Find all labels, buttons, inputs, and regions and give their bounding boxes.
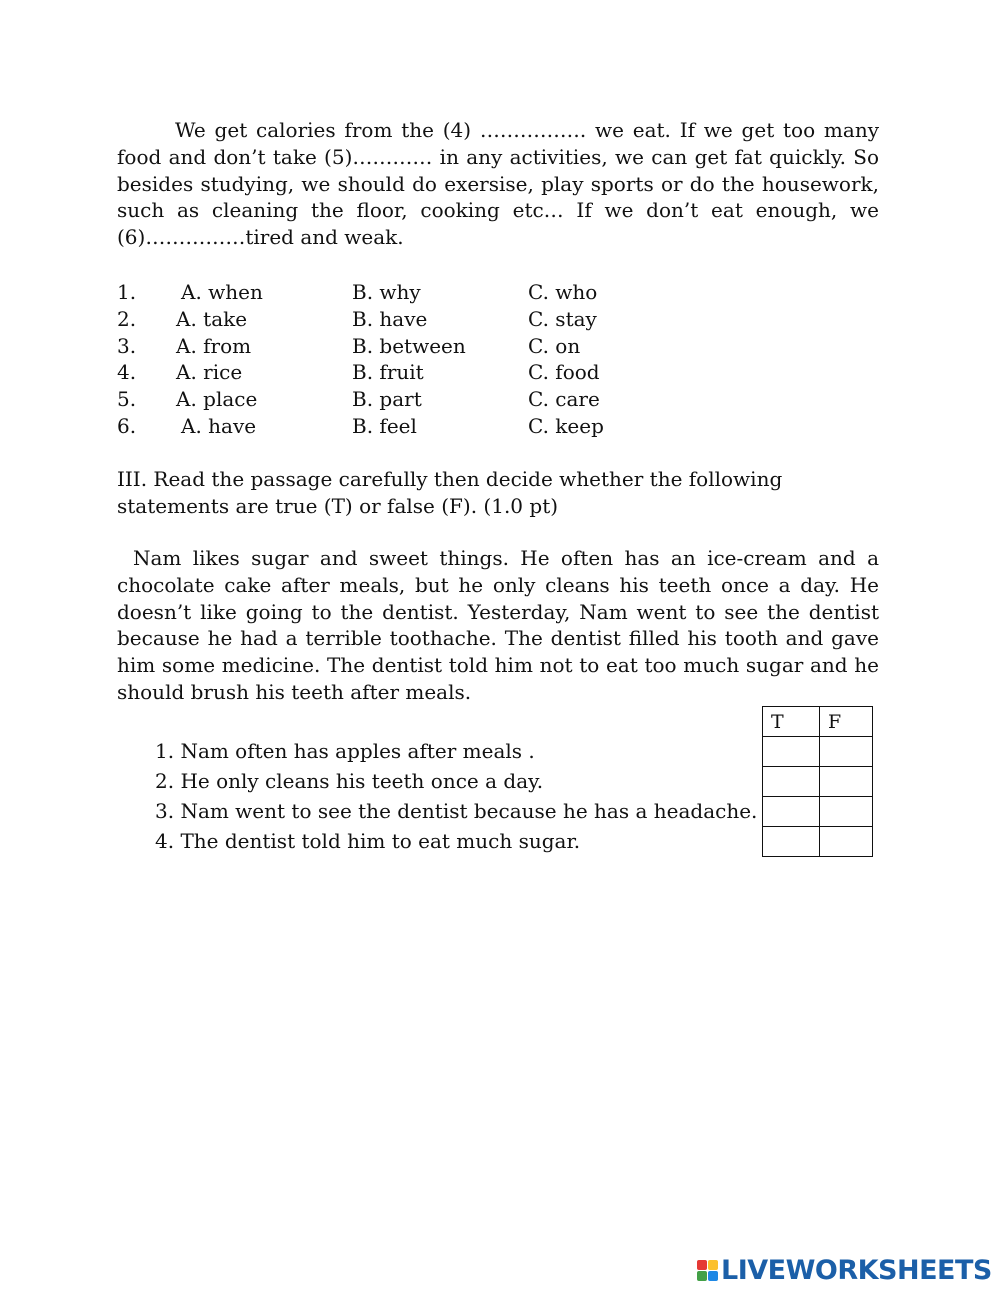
option-c: C. keep	[528, 413, 604, 438]
answer-cell-true[interactable]	[763, 797, 820, 827]
option-a: A. from	[176, 333, 252, 358]
logo-block	[708, 1260, 718, 1270]
true-false-statements	[155, 736, 757, 856]
logo-text: LIVEWORKSHEETS	[721, 1255, 992, 1286]
section-3-instructions: III. Read the passage carefully then decide whether the following statements are true (T) or false (F). (1.0 pt)	[117, 467, 783, 518]
option-b: B. feel	[352, 413, 417, 438]
answer-cell-true[interactable]	[763, 767, 820, 797]
answer-cell-false[interactable]	[820, 827, 873, 857]
option-c: C. stay	[528, 306, 597, 331]
answer-cell-true[interactable]	[763, 827, 820, 857]
liveworksheets-logo[interactable]	[697, 1255, 992, 1286]
option-c: C. food	[528, 360, 600, 385]
statement-item: 2. He only cleans his teeth once a day.	[155, 769, 544, 793]
answer-cell-false[interactable]	[820, 737, 873, 767]
option-b: B. why	[352, 280, 421, 304]
statement-item: 1. Nam often has apples after meals .	[155, 739, 535, 763]
true-false-answer-table	[762, 706, 873, 857]
answer-row	[763, 797, 873, 827]
question-number: 3.	[117, 333, 137, 358]
option-b: B. have	[352, 306, 428, 331]
passage-nam-text: Nam likes sugar and sweet things. He often has an ice-cream and a chocolate cake after meals, but he only cleans his teeth once a day. He doesn’t like going to the dentist. Yesterday, Nam went to see the dentist because he had a terrible toothache. The dentist filled his tooth and gave him some medicine. The dentist told him not to eat too much sugar and he should brush his teeth after meals.	[117, 546, 879, 704]
option-c: C. on	[528, 333, 581, 358]
option-a: A. place	[176, 387, 258, 412]
answer-cell-false[interactable]	[820, 767, 873, 797]
question-number: 6.	[117, 413, 137, 438]
passage-nam	[117, 545, 879, 706]
answer-row	[763, 767, 873, 797]
option-b: B. part	[352, 387, 422, 412]
option-c: C. care	[528, 387, 600, 412]
answer-row	[763, 827, 873, 857]
answer-cell-false[interactable]	[820, 797, 873, 827]
logo-block	[708, 1271, 718, 1281]
answer-row	[763, 737, 873, 767]
table-header-row	[763, 707, 873, 737]
option-a: A. take	[176, 306, 248, 331]
option-a: A. rice	[176, 360, 243, 385]
option-a: A. when	[181, 280, 263, 304]
option-b: B. fruit	[352, 360, 424, 385]
option-a: A. have	[181, 413, 257, 438]
question-number: 5.	[117, 387, 137, 412]
question-number: 1.	[117, 280, 137, 304]
header-true: T	[763, 707, 820, 737]
statement-item: 4. The dentist told him to eat much sugar.	[155, 829, 581, 853]
answer-cell-true[interactable]	[763, 737, 820, 767]
question-number: 4.	[117, 360, 137, 385]
question-number: 2.	[117, 306, 137, 331]
logo-block	[697, 1271, 707, 1281]
header-false: F	[820, 707, 873, 737]
passage-calories-text: We get calories from the (4) ……………. we eat. If we get too many food and don’t take (5)………… in any activities, we can get fat quickly. So besides studying, we should do exersise, play sports or do the housework, such as cleaning the floor, cooking etc… If we don’t eat enough, we (6)……………tired and weak.	[117, 118, 879, 250]
option-b: B. between	[352, 333, 466, 358]
passage-calories	[117, 117, 879, 251]
logo-blocks-icon	[697, 1260, 718, 1281]
statement-item: 3. Nam went to see the dentist because he has a headache.	[155, 799, 758, 823]
logo-block	[697, 1260, 707, 1270]
option-c: C. who	[528, 280, 598, 304]
